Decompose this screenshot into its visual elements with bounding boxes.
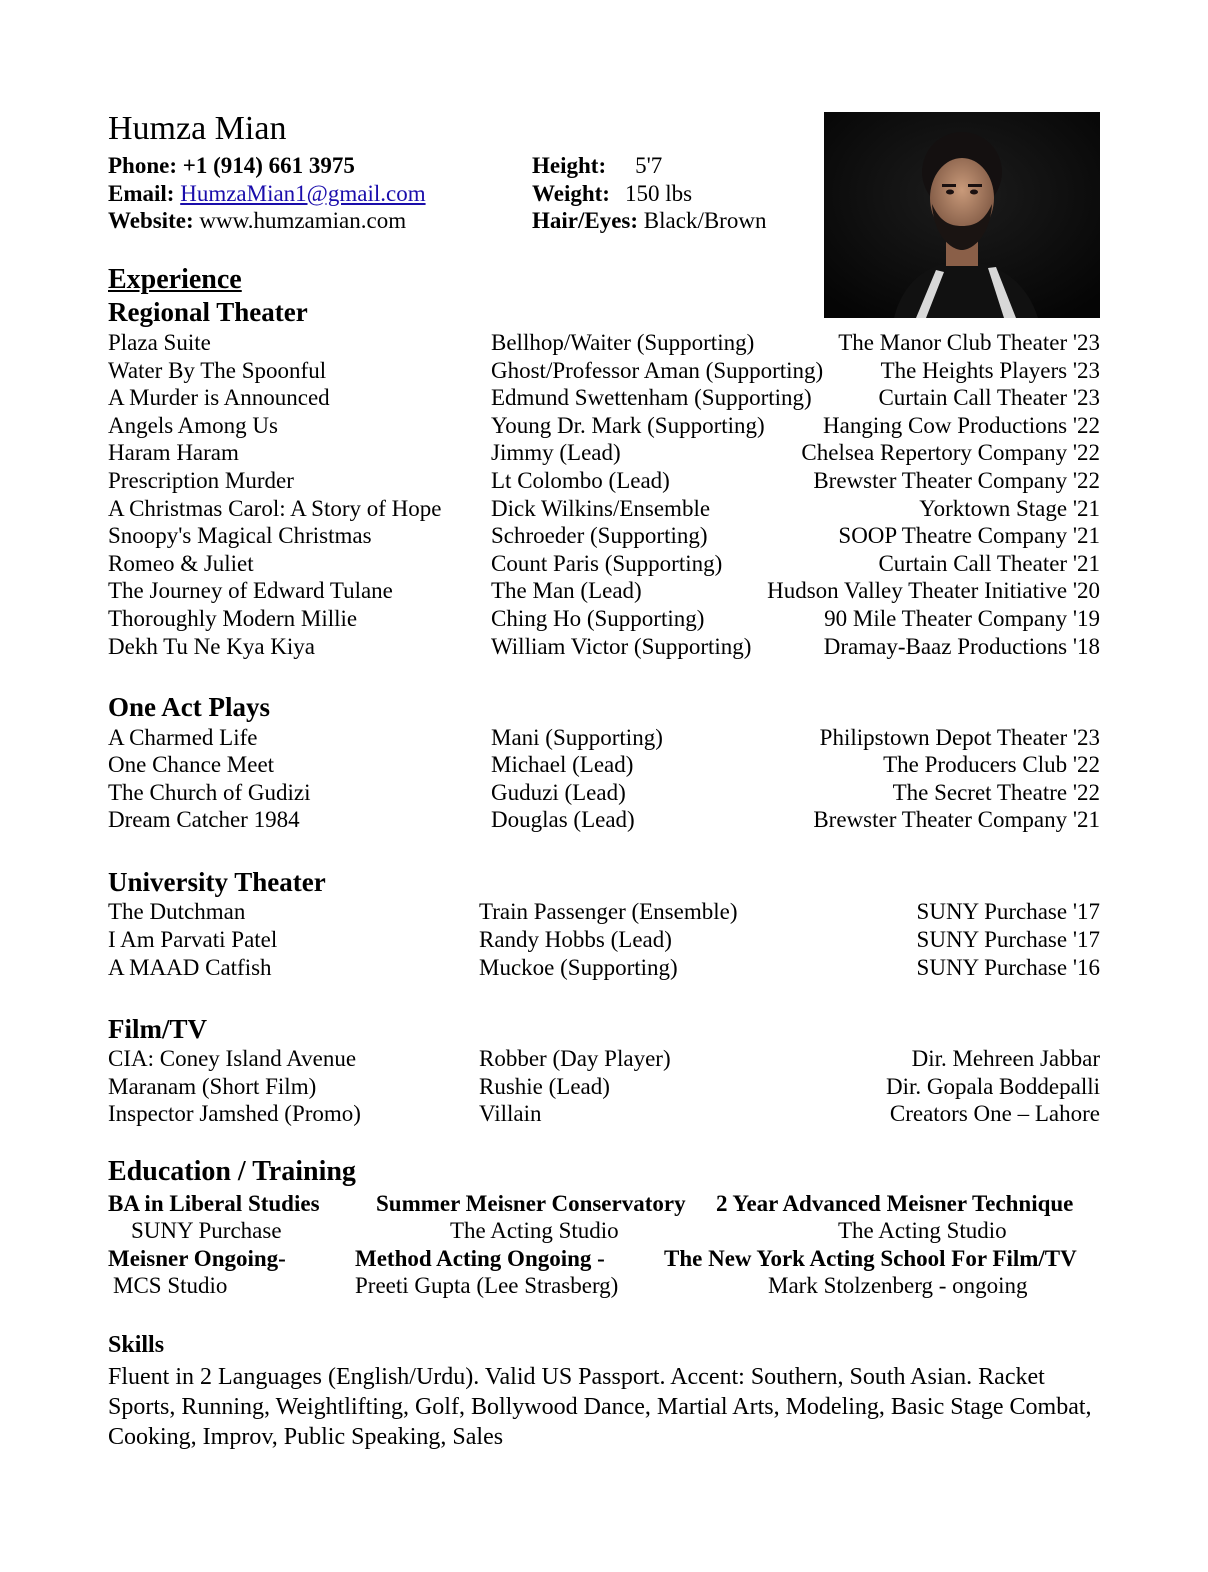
edu-program: 2 Year Advanced Meisner Technique	[716, 1191, 1074, 1216]
credit-show: Maranam (Short Film)	[108, 1073, 317, 1099]
credit-company: SOOP Theatre Company '21	[838, 523, 1100, 549]
credit-company: Creators One – Lahore	[889, 1101, 1100, 1126]
credit-show: Dream Catcher 1984	[108, 807, 300, 833]
credit-show: Water By The Spoonful	[108, 357, 327, 383]
credit-row	[0, 927, 1208, 955]
skills-heading: Skills	[108, 1332, 165, 1358]
credit-company: Dramay-Baaz Productions '18	[823, 633, 1100, 659]
credit-role: Count Paris (Supporting)	[491, 550, 723, 576]
credit-company: SUNY Purchase '16	[916, 955, 1100, 980]
credit-show: Haram Haram	[108, 440, 239, 466]
credit-row	[0, 440, 1208, 468]
website-value: www.humzamian.com	[199, 208, 407, 233]
weight-value: 150 lbs	[624, 180, 693, 206]
credit-role: Mani (Supporting)	[491, 725, 663, 750]
credit-role: The Man (Lead)	[491, 578, 642, 604]
edu-place: SUNY Purchase	[131, 1218, 282, 1243]
credit-row	[0, 634, 1208, 662]
credit-role: Douglas (Lead)	[491, 807, 635, 833]
experience-heading: Experience	[108, 264, 242, 295]
credit-show: The Journey of Edward Tulane	[108, 578, 393, 604]
credit-row	[0, 551, 1208, 579]
credit-show: A MAAD Catfish	[108, 955, 272, 980]
credit-show: I Am Parvati Patel	[108, 927, 278, 952]
credit-company: Brewster Theater Company '21	[813, 807, 1100, 833]
credit-company: Chelsea Repertory Company '22	[801, 440, 1100, 466]
height-line: Height: 5'7	[532, 153, 663, 178]
credit-company: Dir. Mehreen Jabbar	[911, 1046, 1100, 1071]
credit-show: Dekh Tu Ne Kya Kiya	[108, 633, 315, 659]
credit-company: 90 Mile Theater Company '19	[824, 606, 1100, 631]
credit-row	[0, 385, 1208, 413]
credit-row	[0, 955, 1208, 983]
weight-line: Weight: 150 lbs	[532, 180, 693, 206]
credit-row	[0, 1101, 1208, 1129]
credit-row	[0, 496, 1208, 524]
hair-eyes-value: Black/Brown	[643, 208, 767, 233]
credit-row	[0, 413, 1208, 441]
credit-show: One Chance Meet	[108, 752, 275, 778]
credit-role: Train Passenger (Ensemble)	[479, 899, 738, 924]
credit-role: Michael (Lead)	[491, 752, 634, 778]
credit-role: Young Dr. Mark (Supporting)	[491, 412, 765, 438]
height-value: 5'7	[635, 153, 663, 178]
credit-company: The Secret Theatre '22	[892, 779, 1100, 805]
one-act-heading: One Act Plays	[108, 692, 270, 722]
credit-show: CIA: Coney Island Avenue	[108, 1046, 357, 1071]
credit-role: Ching Ho (Supporting)	[491, 606, 705, 631]
credit-role: Villain	[479, 1101, 542, 1126]
credit-role: William Victor (Supporting)	[491, 633, 752, 659]
headshot-photo-icon	[824, 112, 1100, 318]
credit-row	[0, 899, 1208, 927]
credit-show: A Charmed Life	[108, 725, 258, 750]
credit-row	[0, 780, 1208, 808]
credit-role: Randy Hobbs (Lead)	[479, 927, 672, 952]
credit-company: Dir. Gopala Boddepalli	[886, 1073, 1100, 1099]
credit-show: Prescription Murder	[108, 468, 294, 493]
credit-role: Muckoe (Supporting)	[479, 955, 678, 980]
credit-company: SUNY Purchase '17	[916, 899, 1100, 924]
phone-value: +1 (914) 661 3975	[182, 153, 355, 178]
credit-company: Philipstown Depot Theater '23	[819, 725, 1100, 750]
credit-row	[0, 578, 1208, 606]
credit-show: The Church of Gudizi	[108, 779, 311, 805]
hair-eyes-line: Hair/Eyes: Black/Brown	[532, 208, 767, 233]
credit-row	[0, 752, 1208, 780]
credit-show: Inspector Jamshed (Promo)	[108, 1101, 361, 1126]
credit-row	[0, 807, 1208, 835]
credit-row	[0, 358, 1208, 386]
credit-show: Romeo & Juliet	[108, 550, 254, 576]
edu-program: The New York Acting School For Film/TV	[664, 1246, 1077, 1271]
credit-company: Curtain Call Theater '21	[878, 550, 1100, 576]
credit-row	[0, 1074, 1208, 1102]
film-tv-heading: Film/TV	[108, 1014, 207, 1044]
credit-row	[0, 606, 1208, 634]
phone-line: Phone: +1 (914) 661 3975	[108, 153, 355, 178]
email-line: Email: HumzaMian1@gmail.com	[108, 180, 426, 206]
credit-role: Robber (Day Player)	[479, 1046, 671, 1071]
headshot-photo	[824, 112, 1100, 318]
edu-place: The Acting Studio	[838, 1218, 1007, 1243]
credit-show: Thoroughly Modern Millie	[108, 606, 358, 631]
credit-role: Lt Colombo (Lead)	[491, 468, 670, 493]
credit-role: Ghost/Professor Aman (Supporting)	[491, 357, 824, 383]
credit-company: The Producers Club '22	[883, 752, 1100, 778]
edu-place: MCS Studio	[113, 1273, 228, 1298]
credit-row	[0, 330, 1208, 358]
regional-theater-heading: Regional Theater	[108, 297, 308, 327]
credit-row	[0, 523, 1208, 551]
education-heading: Education / Training	[108, 1156, 356, 1187]
credit-role: Jimmy (Lead)	[491, 440, 621, 466]
email-link[interactable]: HumzaMian1@gmail.com	[180, 180, 426, 206]
actor-name: Humza Mian	[108, 110, 287, 147]
credit-role: Bellhop/Waiter (Supporting)	[491, 330, 755, 355]
credit-row	[0, 468, 1208, 496]
credit-show: Plaza Suite	[108, 330, 211, 355]
edu-program: Method Acting Ongoing -	[355, 1246, 605, 1271]
credit-company: Brewster Theater Company '22	[813, 468, 1100, 493]
credit-company: The Heights Players '23	[880, 357, 1100, 383]
credit-role: Edmund Swettenham (Supporting)	[491, 385, 812, 411]
credit-show: Snoopy's Magical Christmas	[108, 523, 372, 549]
credit-row	[0, 725, 1208, 753]
credit-show: Angels Among Us	[108, 412, 278, 438]
website-line: Website: www.humzamian.com	[108, 208, 407, 233]
credit-company: Hanging Cow Productions '22	[823, 412, 1100, 438]
credit-role: Schroeder (Supporting)	[491, 523, 708, 549]
credit-company: Curtain Call Theater '23	[878, 385, 1100, 411]
credit-company: The Manor Club Theater '23	[838, 330, 1100, 355]
edu-program: BA in Liberal Studies	[108, 1191, 320, 1216]
credit-show: The Dutchman	[108, 899, 246, 924]
credit-show: A Christmas Carol: A Story of Hope	[108, 495, 442, 521]
contact-block	[108, 152, 426, 235]
credit-company: Hudson Valley Theater Initiative '20	[767, 578, 1100, 604]
edu-place: Mark Stolzenberg - ongoing	[768, 1273, 1028, 1298]
stats-block	[532, 152, 766, 235]
university-theater-heading: University Theater	[108, 867, 326, 897]
edu-place: The Acting Studio	[450, 1218, 619, 1243]
credit-role: Dick Wilkins/Ensemble	[491, 495, 711, 521]
skills-text: Fluent in 2 Languages (English/Urdu). Valid US Passport. Accent: Southern, South Asian. Racket Sports, Running, Weightlifting, Golf, Bollywood Dance, Martial Arts, Modeling, Basic Stage Combat, Cooking, Improv, Public Speaking, Sales	[108, 1364, 1092, 1450]
credit-role: Rushie (Lead)	[479, 1073, 610, 1099]
credit-row	[0, 1046, 1208, 1074]
credit-company: SUNY Purchase '17	[916, 927, 1100, 952]
edu-program: Meisner Ongoing-	[108, 1246, 286, 1271]
edu-program: Summer Meisner Conservatory	[376, 1191, 686, 1216]
credit-show: A Murder is Announced	[108, 385, 330, 411]
edu-place: Preeti Gupta (Lee Strasberg)	[355, 1273, 619, 1298]
credit-role: Guduzi (Lead)	[491, 779, 626, 805]
credit-company: Yorktown Stage '21	[919, 495, 1100, 521]
